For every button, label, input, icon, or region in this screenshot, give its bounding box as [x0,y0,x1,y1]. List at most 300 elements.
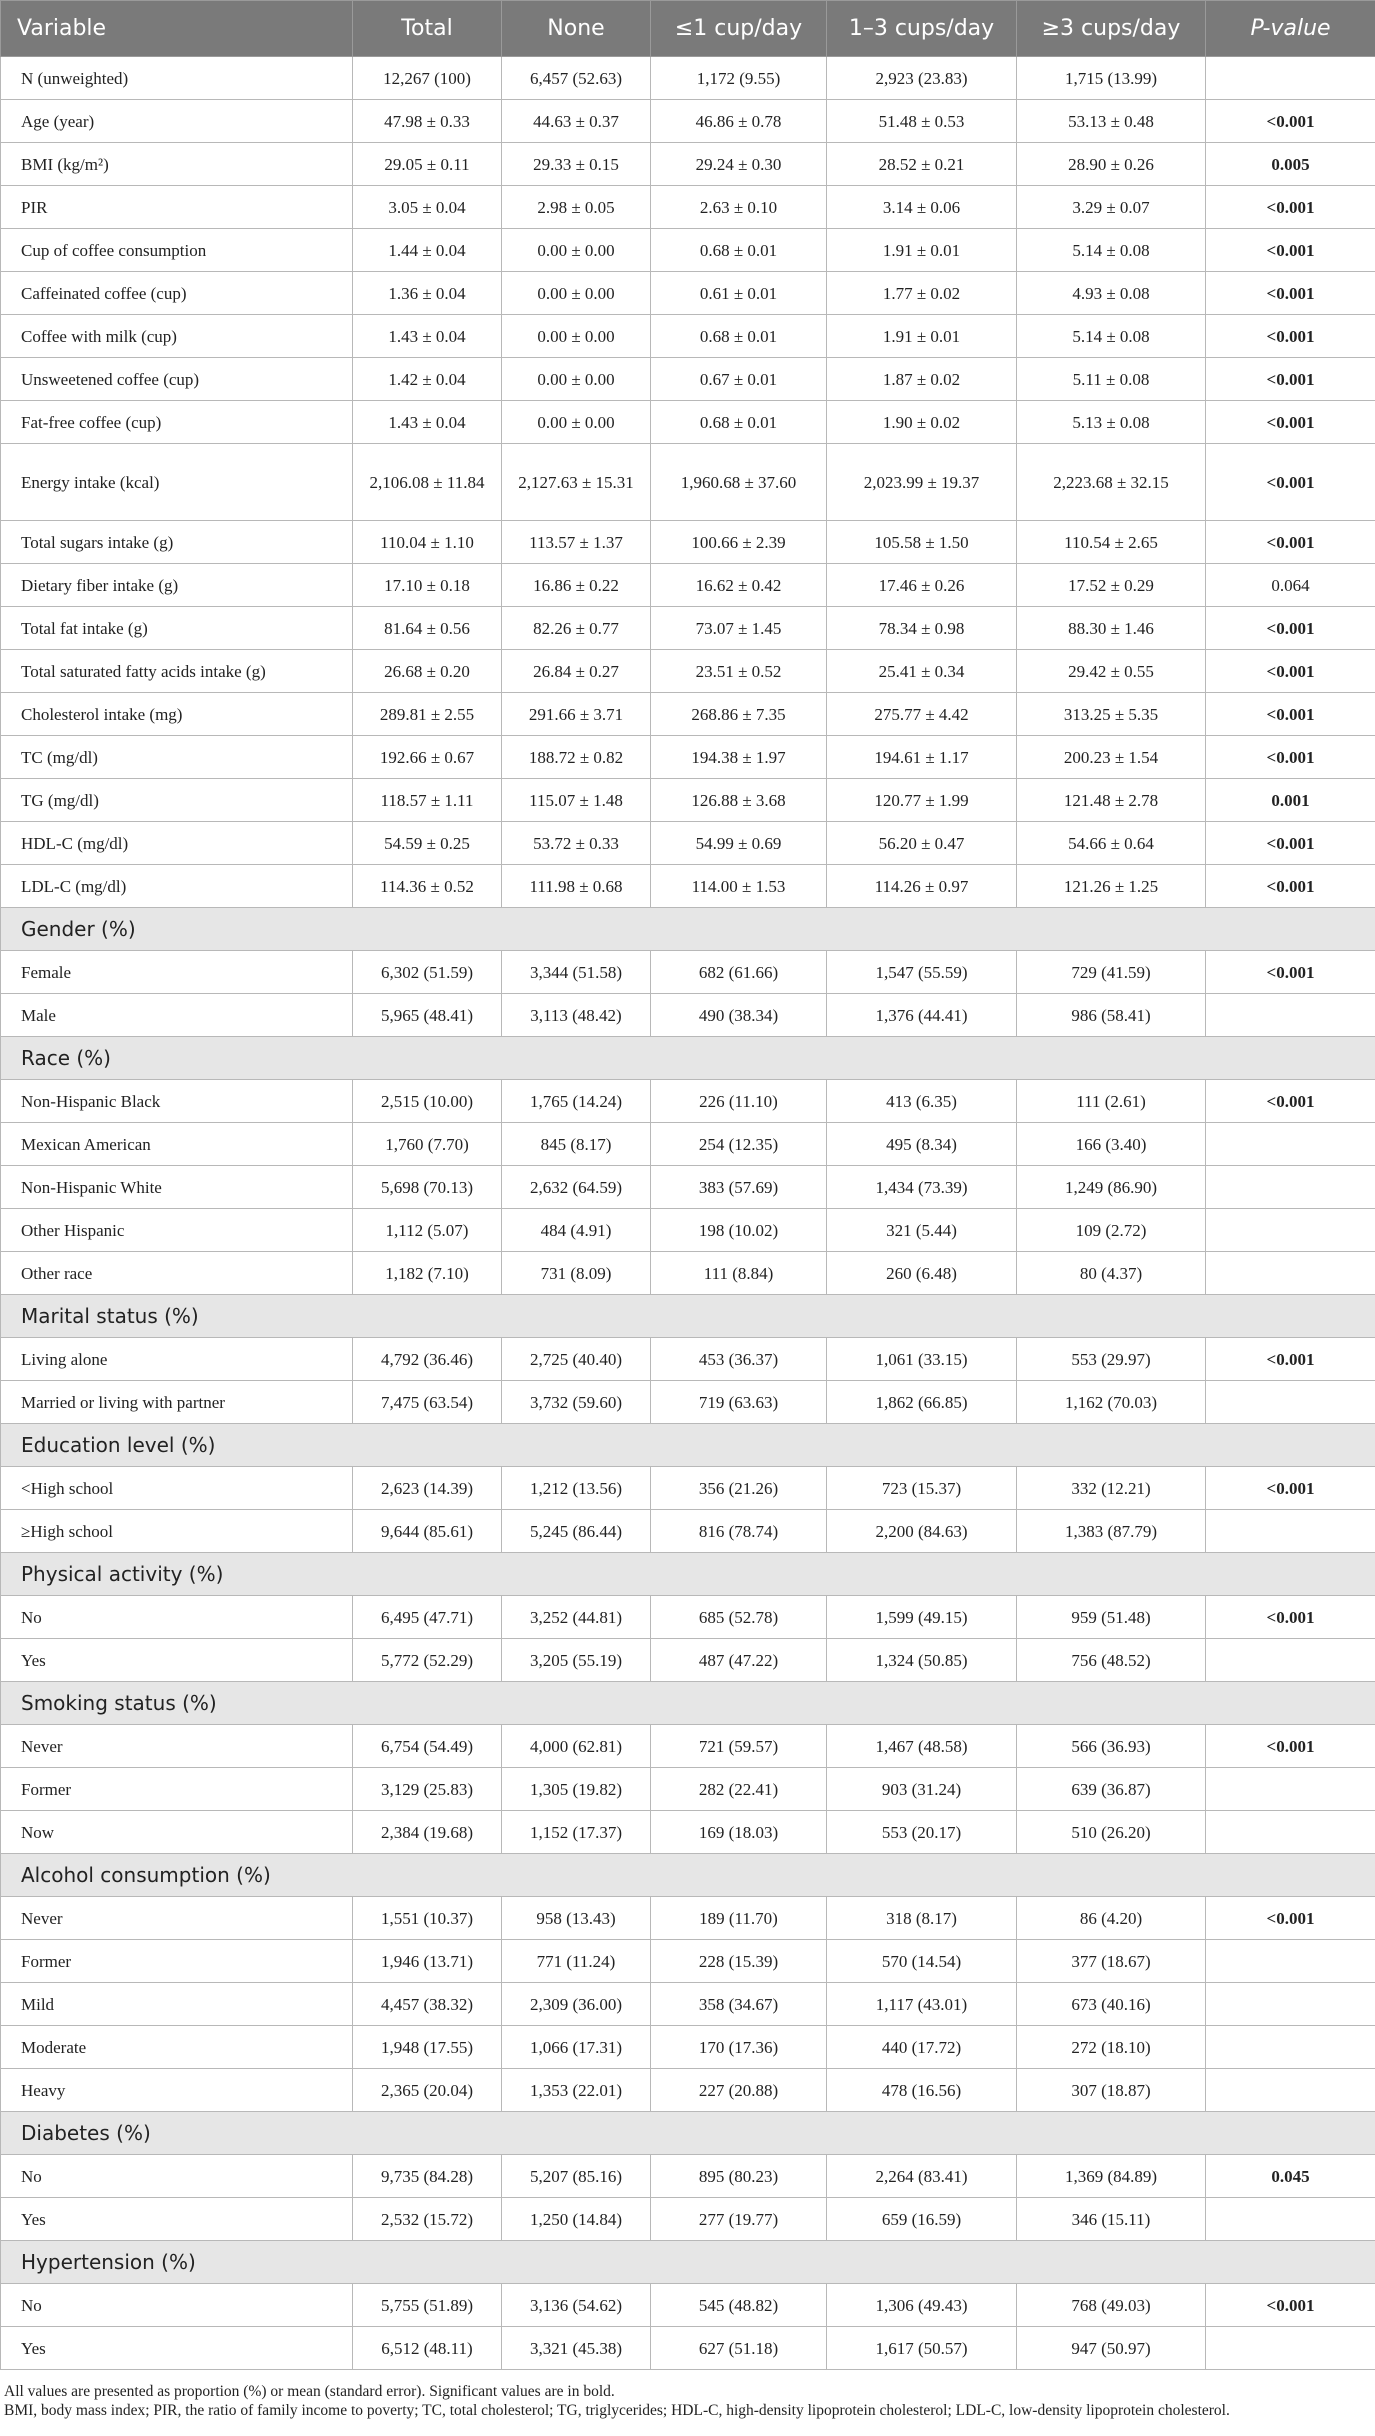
value-cell: 5,965 (48.41) [353,994,502,1037]
value-cell: 1.44 ± 0.04 [353,229,502,272]
p-value-cell: <0.001 [1206,2284,1375,2327]
value-cell: 413 (6.35) [827,1080,1017,1123]
value-cell: 553 (29.97) [1017,1338,1206,1381]
p-value-cell: <0.001 [1206,521,1375,564]
value-cell: 5,207 (85.16) [502,2155,651,2198]
p-value-cell [1206,2327,1375,2370]
value-cell: 126.88 ± 3.68 [651,779,827,822]
value-cell: 200.23 ± 1.54 [1017,736,1206,779]
row-label: Cholesterol intake (mg) [1,693,353,736]
value-cell: 1.91 ± 0.01 [827,315,1017,358]
row-label: No [1,2284,353,2327]
p-value-cell [1206,2026,1375,2069]
section-title: Gender (%) [1,908,1375,951]
table-row [1,1725,1375,1768]
table-row [1,736,1375,779]
value-cell: 545 (48.82) [651,2284,827,2327]
value-cell: 1,948 (17.55) [353,2026,502,2069]
section-row [1,2241,1375,2284]
value-cell: 110.04 ± 1.10 [353,521,502,564]
value-cell: 1,182 (7.10) [353,1252,502,1295]
value-cell: 7,475 (63.54) [353,1381,502,1424]
value-cell: 3.29 ± 0.07 [1017,186,1206,229]
value-cell: 192.66 ± 0.67 [353,736,502,779]
value-cell: 487 (47.22) [651,1639,827,1682]
value-cell: 1,250 (14.84) [502,2198,651,2241]
value-cell: 189 (11.70) [651,1897,827,1940]
table-row [1,1209,1375,1252]
value-cell: 25.41 ± 0.34 [827,650,1017,693]
value-cell: 111 (8.84) [651,1252,827,1295]
value-cell: 756 (48.52) [1017,1639,1206,1682]
value-cell: 268.86 ± 7.35 [651,693,827,736]
row-label: TG (mg/dl) [1,779,353,822]
table-row [1,57,1375,100]
value-cell: 53.72 ± 0.33 [502,822,651,865]
value-cell: 1.36 ± 0.04 [353,272,502,315]
value-cell: 2.98 ± 0.05 [502,186,651,229]
row-label: Total fat intake (g) [1,607,353,650]
value-cell: 895 (80.23) [651,2155,827,2198]
p-value-cell [1206,1381,1375,1424]
header-le1-cup: ≤1 cup/day [651,1,827,57]
row-label: BMI (kg/m²) [1,143,353,186]
section-row [1,2112,1375,2155]
section-row [1,1854,1375,1897]
value-cell: 1.43 ± 0.04 [353,315,502,358]
p-value-cell: <0.001 [1206,822,1375,865]
table-row [1,272,1375,315]
row-label: Moderate [1,2026,353,2069]
row-label: Non-Hispanic White [1,1166,353,1209]
value-cell: 121.26 ± 1.25 [1017,865,1206,908]
value-cell: 453 (36.37) [651,1338,827,1381]
table-row [1,1123,1375,1166]
p-value-cell [1206,1510,1375,1553]
section-title: Smoking status (%) [1,1682,1375,1725]
value-cell: 1,599 (49.15) [827,1596,1017,1639]
value-cell: 121.48 ± 2.78 [1017,779,1206,822]
value-cell: 1,212 (13.56) [502,1467,651,1510]
value-cell: 1,862 (66.85) [827,1381,1017,1424]
header-none: None [502,1,651,57]
value-cell: 1,467 (48.58) [827,1725,1017,1768]
table-row [1,2069,1375,2112]
section-row [1,908,1375,951]
value-cell: 553 (20.17) [827,1811,1017,1854]
value-cell: 17.52 ± 0.29 [1017,564,1206,607]
p-value-cell [1206,1166,1375,1209]
value-cell: 6,495 (47.71) [353,1596,502,1639]
value-cell: 1,162 (70.03) [1017,1381,1206,1424]
value-cell: 570 (14.54) [827,1940,1017,1983]
value-cell: 282 (22.41) [651,1768,827,1811]
table-row [1,1252,1375,1295]
value-cell: 0.00 ± 0.00 [502,229,651,272]
table-body [1,57,1375,2370]
value-cell: 28.90 ± 0.26 [1017,143,1206,186]
p-value-cell: <0.001 [1206,650,1375,693]
value-cell: 73.07 ± 1.45 [651,607,827,650]
table-row [1,994,1375,1037]
p-value-cell [1206,1768,1375,1811]
value-cell: 566 (36.93) [1017,1725,1206,1768]
table-row [1,1983,1375,2026]
value-cell: 16.86 ± 0.22 [502,564,651,607]
value-cell: 228 (15.39) [651,1940,827,1983]
row-label: No [1,2155,353,2198]
p-value-cell: <0.001 [1206,1338,1375,1381]
value-cell: 4.93 ± 0.08 [1017,272,1206,315]
value-cell: 3,252 (44.81) [502,1596,651,1639]
value-cell: 1,117 (43.01) [827,1983,1017,2026]
value-cell: 23.51 ± 0.52 [651,650,827,693]
value-cell: 277 (19.77) [651,2198,827,2241]
value-cell: 1,306 (49.43) [827,2284,1017,2327]
value-cell: 0.67 ± 0.01 [651,358,827,401]
table-footnotes [0,2370,1375,2420]
value-cell: 1,946 (13.71) [353,1940,502,1983]
row-label: Living alone [1,1338,353,1381]
value-cell: 275.77 ± 4.42 [827,693,1017,736]
p-value-cell: <0.001 [1206,1897,1375,1940]
value-cell: 111.98 ± 0.68 [502,865,651,908]
p-value-cell [1206,1123,1375,1166]
value-cell: 484 (4.91) [502,1209,651,1252]
value-cell: 1,112 (5.07) [353,1209,502,1252]
row-label: Yes [1,2327,353,2370]
value-cell: 26.68 ± 0.20 [353,650,502,693]
value-cell: 109 (2.72) [1017,1209,1206,1252]
value-cell: 12,267 (100) [353,57,502,100]
row-label: Other race [1,1252,353,1295]
value-cell: 5,245 (86.44) [502,1510,651,1553]
value-cell: 4,457 (38.32) [353,1983,502,2026]
value-cell: 1,066 (17.31) [502,2026,651,2069]
table-row [1,2284,1375,2327]
value-cell: 1.43 ± 0.04 [353,401,502,444]
value-cell: 1,617 (50.57) [827,2327,1017,2370]
value-cell: 721 (59.57) [651,1725,827,1768]
value-cell: 2,106.08 ± 11.84 [353,444,502,521]
row-label: Energy intake (kcal) [1,444,353,521]
value-cell: 0.00 ± 0.00 [502,358,651,401]
value-cell: 2,309 (36.00) [502,1983,651,2026]
value-cell: 1.77 ± 0.02 [827,272,1017,315]
value-cell: 659 (16.59) [827,2198,1017,2241]
table-row [1,186,1375,229]
p-value-cell: 0.045 [1206,2155,1375,2198]
p-value-cell [1206,1209,1375,1252]
table-row [1,1510,1375,1553]
value-cell: 332 (12.21) [1017,1467,1206,1510]
value-cell: 5,698 (70.13) [353,1166,502,1209]
value-cell: 1,715 (13.99) [1017,57,1206,100]
p-value-cell: <0.001 [1206,693,1375,736]
row-label: Non-Hispanic Black [1,1080,353,1123]
row-label: No [1,1596,353,1639]
value-cell: 682 (61.66) [651,951,827,994]
value-cell: 272 (18.10) [1017,2026,1206,2069]
value-cell: 356 (21.26) [651,1467,827,1510]
row-label: Total saturated fatty acids intake (g) [1,650,353,693]
value-cell: 2,365 (20.04) [353,2069,502,2112]
value-cell: 44.63 ± 0.37 [502,100,651,143]
row-label: <High school [1,1467,353,1510]
p-value-cell [1206,994,1375,1037]
p-value-cell [1206,1811,1375,1854]
value-cell: 194.61 ± 1.17 [827,736,1017,779]
value-cell: 1,172 (9.55) [651,57,827,100]
table-row [1,951,1375,994]
value-cell: 29.05 ± 0.11 [353,143,502,186]
p-value-cell: 0.001 [1206,779,1375,822]
table-row [1,358,1375,401]
table-row [1,607,1375,650]
value-cell: 440 (17.72) [827,2026,1017,2069]
table-row [1,1639,1375,1682]
table-row [1,100,1375,143]
value-cell: 307 (18.87) [1017,2069,1206,2112]
value-cell: 188.72 ± 0.82 [502,736,651,779]
value-cell: 16.62 ± 0.42 [651,564,827,607]
row-label: HDL-C (mg/dl) [1,822,353,865]
value-cell: 29.24 ± 0.30 [651,143,827,186]
table-row [1,401,1375,444]
p-value-cell [1206,2198,1375,2241]
value-cell: 226 (11.10) [651,1080,827,1123]
row-label: Yes [1,1639,353,1682]
value-cell: 0.68 ± 0.01 [651,229,827,272]
section-row [1,1295,1375,1338]
value-cell: 2,515 (10.00) [353,1080,502,1123]
value-cell: 26.84 ± 0.27 [502,650,651,693]
value-cell: 478 (16.56) [827,2069,1017,2112]
value-cell: 29.42 ± 0.55 [1017,650,1206,693]
value-cell: 318 (8.17) [827,1897,1017,1940]
value-cell: 5.14 ± 0.08 [1017,229,1206,272]
p-value-cell: <0.001 [1206,229,1375,272]
value-cell: 114.36 ± 0.52 [353,865,502,908]
row-label: Total sugars intake (g) [1,521,353,564]
value-cell: 118.57 ± 1.11 [353,779,502,822]
value-cell: 729 (41.59) [1017,951,1206,994]
value-cell: 4,000 (62.81) [502,1725,651,1768]
value-cell: 2,725 (40.40) [502,1338,651,1381]
value-cell: 1,760 (7.70) [353,1123,502,1166]
header-variable: Variable [1,1,353,57]
row-label: Coffee with milk (cup) [1,315,353,358]
value-cell: 673 (40.16) [1017,1983,1206,2026]
value-cell: 1,152 (17.37) [502,1811,651,1854]
value-cell: 1,960.68 ± 37.60 [651,444,827,521]
header-1-3-cups: 1–3 cups/day [827,1,1017,57]
value-cell: 358 (34.67) [651,1983,827,2026]
value-cell: 3,344 (51.58) [502,951,651,994]
p-value-cell: <0.001 [1206,1725,1375,1768]
value-cell: 194.38 ± 1.97 [651,736,827,779]
value-cell: 383 (57.69) [651,1166,827,1209]
value-cell: 490 (38.34) [651,994,827,1037]
header-p-value-text: P-value [1250,16,1331,41]
table-row [1,521,1375,564]
row-label: Mild [1,1983,353,2026]
value-cell: 254 (12.35) [651,1123,827,1166]
row-label: Married or living with partner [1,1381,353,1424]
section-row [1,1424,1375,1467]
value-cell: 9,735 (84.28) [353,2155,502,2198]
value-cell: 1.91 ± 0.01 [827,229,1017,272]
p-value-cell [1206,1252,1375,1295]
section-title: Alcohol consumption (%) [1,1854,1375,1897]
value-cell: 903 (31.24) [827,1768,1017,1811]
value-cell: 719 (63.63) [651,1381,827,1424]
value-cell: 6,754 (54.49) [353,1725,502,1768]
table-row [1,229,1375,272]
row-label: Age (year) [1,100,353,143]
p-value-cell: <0.001 [1206,607,1375,650]
value-cell: 5,772 (52.29) [353,1639,502,1682]
value-cell: 1,434 (73.39) [827,1166,1017,1209]
p-value-cell [1206,1639,1375,1682]
value-cell: 1.42 ± 0.04 [353,358,502,401]
value-cell: 1.90 ± 0.02 [827,401,1017,444]
table-row [1,1596,1375,1639]
table-row [1,1080,1375,1123]
table-row [1,2026,1375,2069]
p-value-cell [1206,57,1375,100]
value-cell: 2,532 (15.72) [353,2198,502,2241]
header-total: Total [353,1,502,57]
value-cell: 0.00 ± 0.00 [502,401,651,444]
value-cell: 958 (13.43) [502,1897,651,1940]
table-row [1,1940,1375,1983]
value-cell: 1,376 (44.41) [827,994,1017,1037]
value-cell: 2,623 (14.39) [353,1467,502,1510]
section-title: Physical activity (%) [1,1553,1375,1596]
value-cell: 771 (11.24) [502,1940,651,1983]
value-cell: 78.34 ± 0.98 [827,607,1017,650]
p-value-cell: <0.001 [1206,1080,1375,1123]
table-row [1,315,1375,358]
value-cell: 346 (15.11) [1017,2198,1206,2241]
p-value-cell: <0.001 [1206,100,1375,143]
value-cell: 816 (78.74) [651,1510,827,1553]
value-cell: 723 (15.37) [827,1467,1017,1510]
value-cell: 17.10 ± 0.18 [353,564,502,607]
p-value-cell: <0.001 [1206,1596,1375,1639]
table-row [1,1338,1375,1381]
value-cell: 0.00 ± 0.00 [502,315,651,358]
value-cell: 88.30 ± 1.46 [1017,607,1206,650]
value-cell: 80 (4.37) [1017,1252,1206,1295]
value-cell: 639 (36.87) [1017,1768,1206,1811]
value-cell: 5.14 ± 0.08 [1017,315,1206,358]
value-cell: 2,127.63 ± 15.31 [502,444,651,521]
value-cell: 2,632 (64.59) [502,1166,651,1209]
section-title: Diabetes (%) [1,2112,1375,2155]
section-row [1,1037,1375,1080]
value-cell: 321 (5.44) [827,1209,1017,1252]
table-row [1,1768,1375,1811]
value-cell: 1,353 (22.01) [502,2069,651,2112]
row-label: Male [1,994,353,1037]
table-row [1,2155,1375,2198]
row-label: Mexican American [1,1123,353,1166]
row-label: Other Hispanic [1,1209,353,1252]
row-label: ≥High school [1,1510,353,1553]
value-cell: 111 (2.61) [1017,1080,1206,1123]
row-label: N (unweighted) [1,57,353,100]
value-cell: 5,755 (51.89) [353,2284,502,2327]
value-cell: 198 (10.02) [651,1209,827,1252]
row-label: Female [1,951,353,994]
row-label: Former [1,1940,353,1983]
row-label: Never [1,1725,353,1768]
row-label: Caffeinated coffee (cup) [1,272,353,315]
table-row [1,779,1375,822]
value-cell: 2,384 (19.68) [353,1811,502,1854]
value-cell: 377 (18.67) [1017,1940,1206,1983]
value-cell: 2,923 (23.83) [827,57,1017,100]
header-p-value [1206,1,1375,57]
row-label: Dietary fiber intake (g) [1,564,353,607]
table-row [1,143,1375,186]
value-cell: 0.68 ± 0.01 [651,401,827,444]
value-cell: 2,023.99 ± 19.37 [827,444,1017,521]
table-row [1,564,1375,607]
footnote-2: BMI, body mass index; PIR, the ratio of family income to poverty; TC, total cholesterol; TG, triglycerides; HDL-C, high-density lipoprotein cholesterol; LDL-C, low-density lipoprotein cholesterol. [4,2402,1230,2419]
table-row [1,2327,1375,2370]
value-cell: 3,321 (45.38) [502,2327,651,2370]
value-cell: 1,547 (55.59) [827,951,1017,994]
value-cell: 6,302 (51.59) [353,951,502,994]
value-cell: 1.87 ± 0.02 [827,358,1017,401]
value-cell: 46.86 ± 0.78 [651,100,827,143]
value-cell: 28.52 ± 0.21 [827,143,1017,186]
row-label: Yes [1,2198,353,2241]
table-row [1,444,1375,521]
value-cell: 4,792 (36.46) [353,1338,502,1381]
value-cell: 100.66 ± 2.39 [651,521,827,564]
row-label: Former [1,1768,353,1811]
value-cell: 56.20 ± 0.47 [827,822,1017,865]
value-cell: 2,223.68 ± 32.15 [1017,444,1206,521]
value-cell: 47.98 ± 0.33 [353,100,502,143]
value-cell: 1,383 (87.79) [1017,1510,1206,1553]
value-cell: 9,644 (85.61) [353,1510,502,1553]
value-cell: 169 (18.03) [651,1811,827,1854]
p-value-cell: <0.001 [1206,186,1375,229]
row-label: LDL-C (mg/dl) [1,865,353,908]
p-value-cell [1206,1940,1375,1983]
value-cell: 291.66 ± 3.71 [502,693,651,736]
value-cell: 1,551 (10.37) [353,1897,502,1940]
value-cell: 54.99 ± 0.69 [651,822,827,865]
p-value-cell: <0.001 [1206,401,1375,444]
value-cell: 3,136 (54.62) [502,2284,651,2327]
table-row [1,2198,1375,2241]
table-row [1,865,1375,908]
value-cell: 3,205 (55.19) [502,1639,651,1682]
value-cell: 1,061 (33.15) [827,1338,1017,1381]
p-value-cell: 0.005 [1206,143,1375,186]
p-value-cell: <0.001 [1206,1467,1375,1510]
value-cell: 86 (4.20) [1017,1897,1206,1940]
p-value-cell: <0.001 [1206,272,1375,315]
value-cell: 731 (8.09) [502,1252,651,1295]
table-row [1,1467,1375,1510]
